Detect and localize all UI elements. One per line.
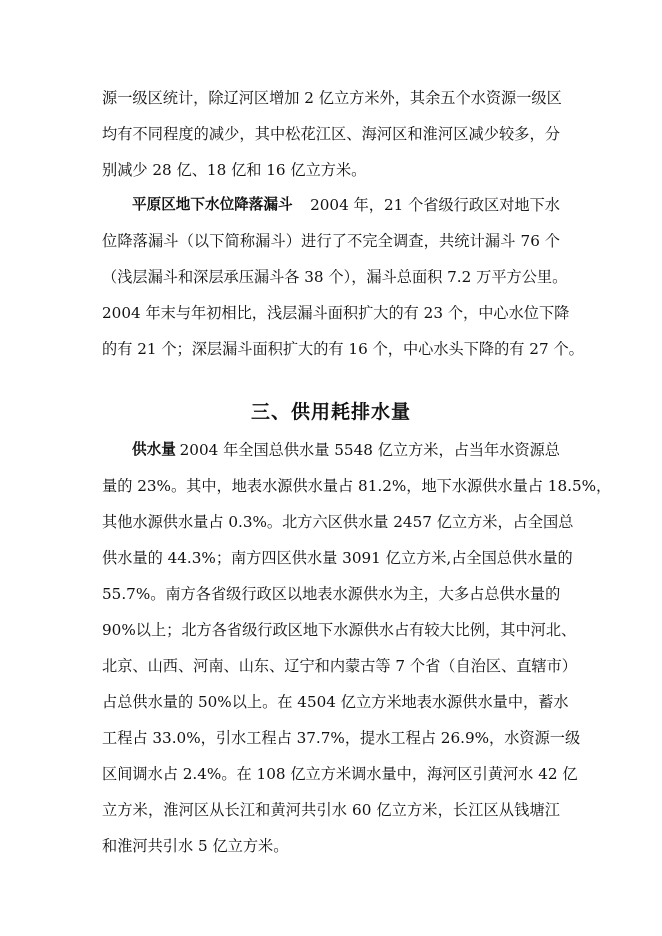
paragraph-2-title: 平原区地下水位降落漏斗 xyxy=(132,196,293,213)
paragraph-1-line-2: 均有不同程度的减少，其中松花江区、海河区和淮河区减少较多，分 xyxy=(102,125,560,143)
paragraph-2-line-2: 位降落漏斗（以下简称漏斗）进行了不完全调查，共统计漏斗 76 个 xyxy=(102,232,560,250)
paragraph-3-line-11: 立方米，淮河区从长江和黄河共引水 60 亿立方米，长江区从钱塘江 xyxy=(102,801,560,819)
paragraph-3-line-5: 55.7%。南方各省级行政区以地表水源供水为主，大多占总供水量的 xyxy=(102,585,561,603)
paragraph-2-line-5: 的有 21 个；深层漏斗面积扩大的有 16 个，中心水头下降的有 27 个。 xyxy=(102,340,584,358)
paragraph-3-line-10: 区间调水占 2.4%。在 108 亿立方米调水量中，海河区引黄河水 42 亿 xyxy=(102,765,578,783)
section-heading: 三、供用耗排水量 xyxy=(250,401,411,423)
paragraph-2-line-4: 2004 年末与年初相比，浅层漏斗面积扩大的有 23 个，中心水位下降 xyxy=(102,304,570,322)
paragraph-3-line-12: 和淮河共引水 5 亿立方米。 xyxy=(102,837,289,855)
paragraph-1-line-1: 源一级区统计，除辽河区增加 2 亿立方米外，其余五个水资源一级区 xyxy=(102,89,562,107)
paragraph-2-line-1 xyxy=(132,195,560,215)
paragraph-3-title: 供水量 xyxy=(132,441,176,458)
paragraph-3-line-7: 北京、山西、河南、山东、辽宁和内蒙古等 7 个省（自治区、直辖市） xyxy=(102,657,577,675)
paragraph-3-first-line-text: 2004 年全国总供水量 5548 亿立方米，占当年水资源总 xyxy=(179,441,560,459)
paragraph-3-line-9: 工程占 33.0%，引水工程占 37.7%，提水工程占 26.9%，水资源一级 xyxy=(102,729,581,747)
paragraph-3-line-6: 90%以上；北方各省级行政区地下水源供水占有较大比例，其中河北、 xyxy=(102,621,577,639)
paragraph-3-line-4: 供水量的 44.3%；南方四区供水量 3091 亿立方米,占全国总供水量的 xyxy=(102,549,573,567)
paragraph-1-line-3: 别减少 28 亿、18 亿和 16 亿立方米。 xyxy=(102,161,367,179)
paragraph-3-line-1 xyxy=(132,440,560,460)
paragraph-3-line-2: 量的 23%。其中，地表水源供水量占 81.2%，地下水源供水量占 18.5%， xyxy=(102,477,612,495)
paragraph-2-line-3: （浅层漏斗和深层承压漏斗各 38 个），漏斗总面积 7.2 万平方公里。 xyxy=(102,268,568,286)
paragraph-2-first-line-text: 2004 年，21 个省级行政区对地下水 xyxy=(310,196,560,214)
paragraph-3-line-3: 其他水源供水量占 0.3%。北方六区供水量 2457 亿立方米，占全国总 xyxy=(102,513,574,531)
paragraph-3-line-8: 占总供水量的 50%以上。在 4504 亿立方米地表水源供水量中，蓄水 xyxy=(102,693,569,711)
